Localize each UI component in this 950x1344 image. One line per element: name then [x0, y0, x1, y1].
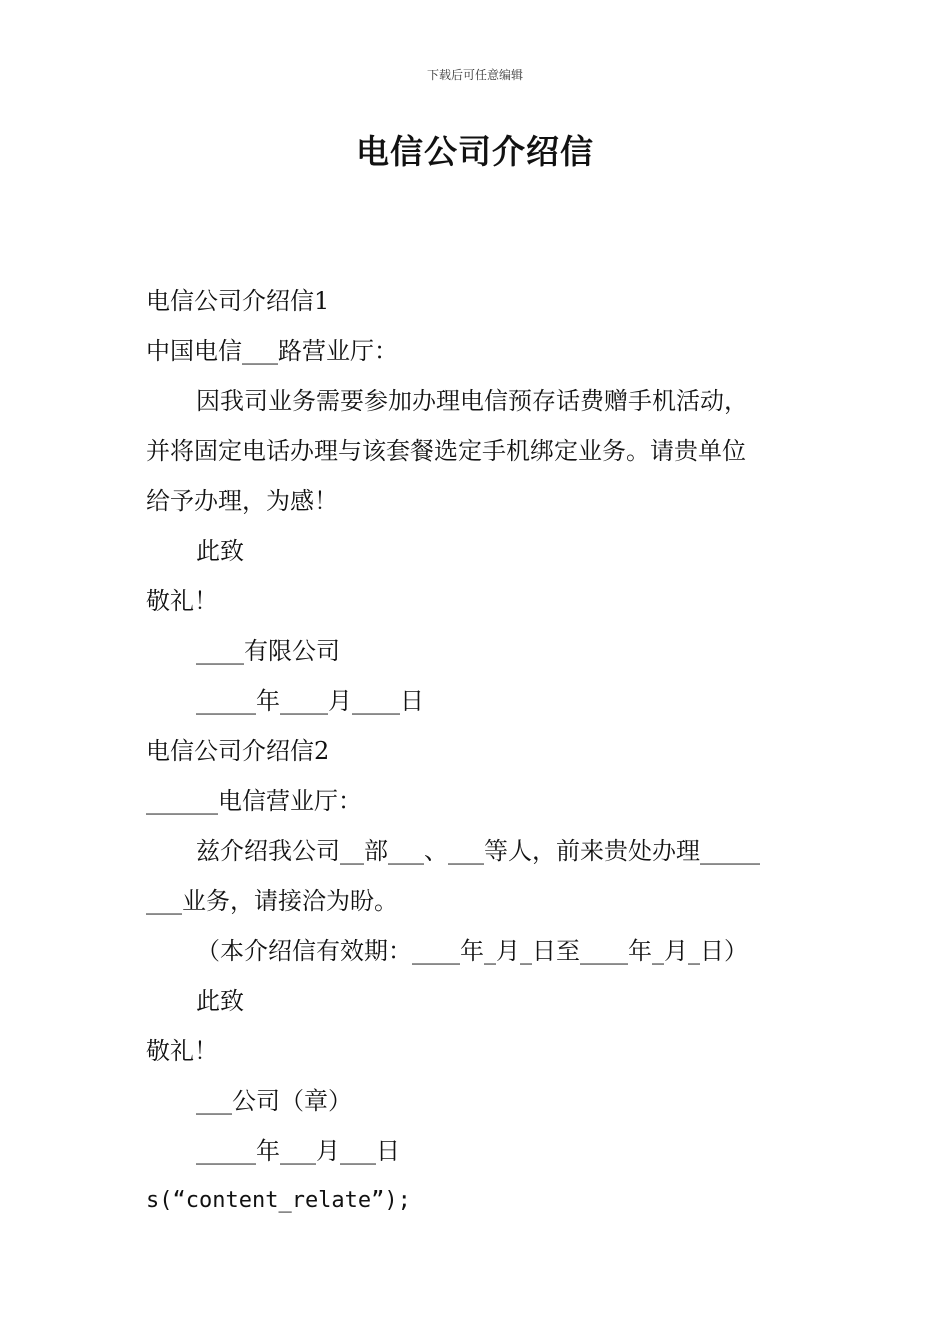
signature-date-2: _____年___月___日 — [196, 1137, 400, 1165]
paragraph-2-line-2: ___业务，请接洽为盼。 — [146, 887, 398, 915]
closing-1: 此致 — [196, 537, 244, 565]
signature-date-1: _____年____月____日 — [196, 687, 424, 715]
signature-company-2: ___公司（章） — [196, 1087, 352, 1115]
document-title: 电信公司介绍信 — [356, 132, 594, 171]
paragraph-1-line-2: 并将固定电话办理与该套餐选定手机绑定业务。请贵单位 — [146, 437, 746, 465]
section-heading-1: 电信公司介绍信1 — [146, 287, 330, 315]
paragraph-2-line-1: 兹介绍我公司__部___、___等人，前来贵处办理_____ — [196, 837, 760, 865]
code-snippet: s(“content_relate”); — [146, 1188, 411, 1213]
paragraph-1-line-3: 给予办理，为感！ — [146, 487, 338, 515]
salutation-2: 敬礼！ — [146, 1037, 218, 1065]
signature-company-1: ____有限公司 — [196, 637, 340, 665]
recipient-1: 中国电信___路营业厅： — [146, 337, 398, 365]
document-body — [146, 276, 811, 1226]
salutation-1: 敬礼！ — [146, 587, 218, 615]
recipient-2: ______电信营业厅： — [146, 787, 362, 815]
validity-note: （本介绍信有效期：____年_月_日至____年_月_日） — [196, 937, 748, 965]
section-heading-2: 电信公司介绍信2 — [146, 737, 330, 765]
closing-2: 此致 — [196, 987, 244, 1015]
paragraph-1-line-1: 因我司业务需要参加办理电信预存话费赠手机活动， — [196, 387, 748, 415]
header-note: 下载后可任意编辑 — [426, 68, 523, 82]
